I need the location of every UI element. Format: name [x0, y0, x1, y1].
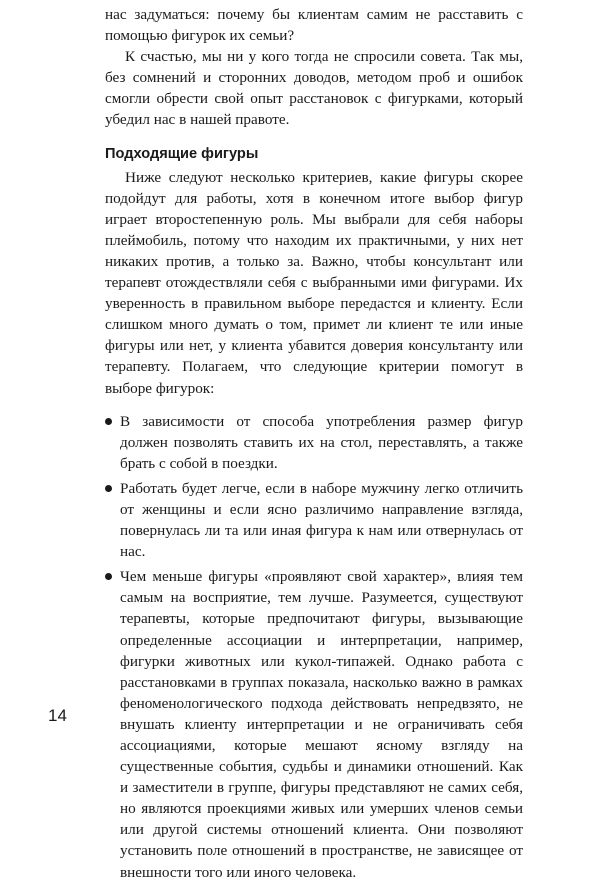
list-item [105, 411, 523, 474]
list-item-text: В зависимости от способа употребления размер фигур должен позволять ставить их на стол, переставлять, а также брать с собой в поездки. [120, 412, 523, 472]
page-number: 14 [48, 706, 67, 725]
list-item [105, 566, 523, 882]
bullet-icon [105, 418, 112, 425]
list-item-text: Работать будет легче, если в наборе мужчину легко отличить от женщины и если ясно различимо направление взгляда, повернулась ли та или иная фигура к нам или отвернулась от нас. [120, 479, 523, 561]
page-body [105, 4, 523, 887]
paragraph: К счастью, мы ни у кого тогда не спросили совета. Так мы, без сомнений и сторонних доводов, методом проб и ошибок смогли обрести свой опыт расстановок с фигурками, который убедил нас в нашей правоте. [105, 48, 523, 129]
paragraph-continuation: нас задуматься: почему бы клиентам самим не расставить с помощью фигурок их семьи? [105, 6, 523, 45]
bullet-icon [105, 573, 112, 580]
list-item-text: Чем меньше фигуры «проявляют свой характер», влияя тем самым на восприятие, тем лучше. Разумеется, существуют терапевты, которые предпочитают фигуры, вызывающие определенные ассоциации и интерпретации, например, фигурки животных или кукол-типажей. Однако работа с расстановками в группах показала, насколько важно в рамках феноменологического подхода действовать непредвзято, не внушать клиенту интерпретации и не ограничивать себя ассоциациями, которые мешают ясному взгляду на существенные события, судьбы и динамики отношений. Как и заместители в группе, фигуры представляют не самих себя, но являются проекциями живых или умерших членов семьи или другой системы отношений клиента. Они позволяют установить поле отношений в пространстве, не зависящее от внешности того или иного человека. [120, 568, 523, 881]
list-item [105, 478, 523, 562]
section-intro-paragraph: Ниже следуют несколько критериев, какие фигуры скорее подойдут для работы, хотя в конечном итоге выбор фигур играет второстепенную роль. Мы выбрали для себя наборы плеймобиль, потому что находим их практичными, у них нет никаких против, а только за. Важно, чтобы консультант или терапевт отождествляли себя с выбранными ими фигурами. Их уверенность в правильном выборе передастся и клиенту. Если слишком много думать о том, примет ли клиент те или иные фигуры или нет, у клиента убавится доверия консультанту или терапевту. Полагаем, что следующие критерии помогут в выборе фигурок: [105, 168, 523, 397]
criteria-list [105, 411, 523, 883]
bullet-icon [105, 485, 112, 492]
section-heading: Подходящие фигуры [105, 145, 259, 162]
